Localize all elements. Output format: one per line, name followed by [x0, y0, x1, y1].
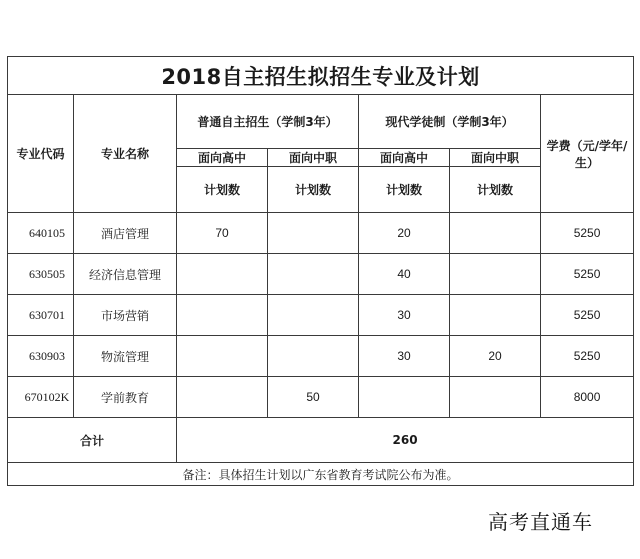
- row-fee: 5250: [541, 254, 634, 295]
- total-row: [8, 418, 634, 463]
- table-row: [8, 213, 634, 254]
- header-g2-vocational-count: 计划数: [450, 167, 541, 213]
- header-g1-vocational: 面向中职: [268, 149, 359, 167]
- row-g1-high: [177, 295, 268, 336]
- row-g1-vocational: [268, 213, 359, 254]
- row-g2-high: 40: [359, 254, 450, 295]
- row-g2-high: [359, 377, 450, 418]
- row-g2-high: 30: [359, 336, 450, 377]
- row-g1-high: [177, 254, 268, 295]
- row-g1-vocational: [268, 254, 359, 295]
- table-row: [8, 295, 634, 336]
- footnote: 备注：具体招生计划以广东省教育考试院公布为准。: [8, 463, 634, 486]
- row-name: 市场营销: [74, 295, 177, 336]
- row-code: 630903: [8, 336, 74, 377]
- table-row: [8, 336, 634, 377]
- enrollment-plan-table: [7, 56, 634, 486]
- table-row: [8, 377, 634, 418]
- row-g1-high: [177, 377, 268, 418]
- row-g2-vocational: 20: [450, 336, 541, 377]
- row-name: 物流管理: [74, 336, 177, 377]
- header-g2-high-count: 计划数: [359, 167, 450, 213]
- row-fee: 5250: [541, 213, 634, 254]
- row-g2-high: 30: [359, 295, 450, 336]
- header-g1-high-count: 计划数: [177, 167, 268, 213]
- row-code: 640105: [8, 213, 74, 254]
- total-value: 260: [177, 418, 634, 463]
- row-g2-vocational: [450, 295, 541, 336]
- header-g2-high: 面向高中: [359, 149, 450, 167]
- row-g1-vocational: 50: [268, 377, 359, 418]
- row-g1-high: 70: [177, 213, 268, 254]
- header-g1-high: 面向高中: [177, 149, 268, 167]
- row-fee: 5250: [541, 295, 634, 336]
- header-code: 专业代码: [8, 95, 74, 213]
- watermark-text: 高考直通车: [488, 510, 593, 534]
- row-name: 经济信息管理: [74, 254, 177, 295]
- header-group-apprentice: 现代学徒制（学制3年）: [359, 95, 541, 149]
- row-g2-vocational: [450, 377, 541, 418]
- row-fee: 8000: [541, 377, 634, 418]
- row-code: 630505: [8, 254, 74, 295]
- table-title: 2018自主招生拟招生专业及计划: [8, 57, 634, 95]
- header-name: 专业名称: [74, 95, 177, 213]
- row-code: 630701: [8, 295, 74, 336]
- header-g2-vocational: 面向中职: [450, 149, 541, 167]
- row-g2-vocational: [450, 254, 541, 295]
- row-g1-vocational: [268, 295, 359, 336]
- table-row: [8, 254, 634, 295]
- row-g2-vocational: [450, 213, 541, 254]
- row-code: 670102K: [8, 377, 74, 418]
- row-g1-high: [177, 336, 268, 377]
- row-name: 学前教育: [74, 377, 177, 418]
- row-fee: 5250: [541, 336, 634, 377]
- row-g2-high: 20: [359, 213, 450, 254]
- header-fee: 学费（元/学年/生）: [541, 95, 634, 213]
- total-label: 合计: [8, 418, 177, 463]
- header-group-regular: 普通自主招生（学制3年）: [177, 95, 359, 149]
- row-name: 酒店管理: [74, 213, 177, 254]
- row-g1-vocational: [268, 336, 359, 377]
- header-g1-vocational-count: 计划数: [268, 167, 359, 213]
